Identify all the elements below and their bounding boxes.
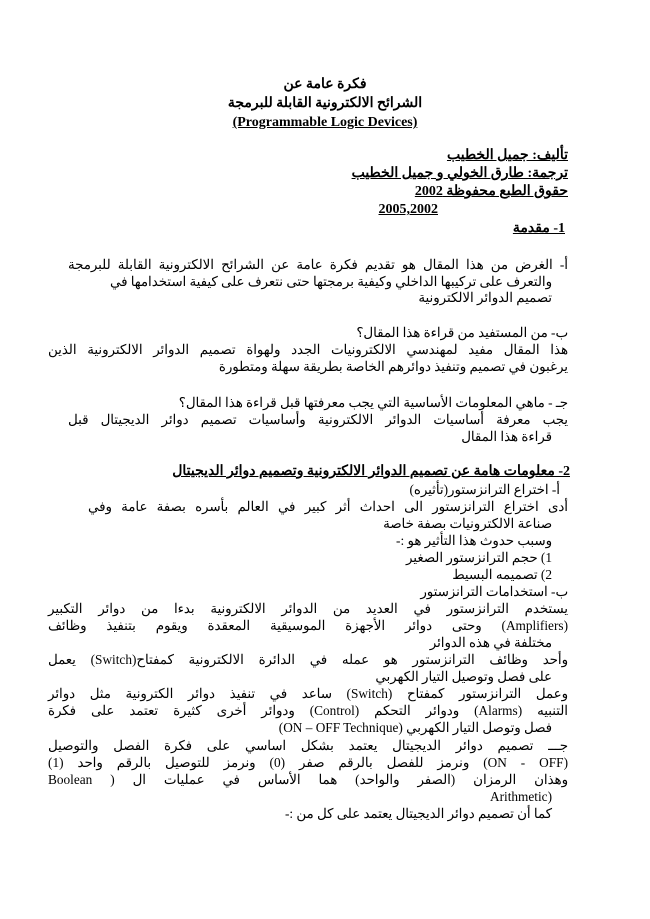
- section-2-c-line: كما أن تصميم دوائر الديجيتال يعتمد على كل من :-: [284, 806, 552, 821]
- section-2-c-line: (ON - OFF) ونرمز للفصل بالرقم صفر (0) ونرمز للتوصيل بالرقم واحد (1): [48, 755, 568, 770]
- author-line: تأليف: جميل الخطيب: [446, 148, 568, 163]
- section-2-b-line: على فصل وتوصيل التيار الكهربي: [375, 669, 552, 684]
- copyright-line: حقوق الطبع محفوظة 2002: [414, 184, 568, 199]
- section-1-c-line: يجب معرفة أساسيات الدوائر الالكترونية وأساسيات تصميم دوائر الديجيتال قبل: [68, 412, 568, 427]
- translation-line: ترجمة: طارق الخولي و جميل الخطيب: [351, 166, 568, 181]
- title-line-1: فكرة عامة عن: [283, 77, 367, 92]
- reason-item: 1) حجم الترانزستور الصغير: [405, 550, 552, 565]
- section-2-b-line: التنبيه (Alarms) ودوائر التحكم (Control) ودوائر أخرى كثيرة تعتمد على فكرة: [48, 703, 568, 718]
- section-2-c-line: وهذان الرمزان (الصفر والواحد) هما الأساس في عمليات ال ( Boolean: [48, 772, 568, 787]
- section-1-a-line: أ- الغرض من هذا المقال هو تقديم فكرة عامة عن الشرائح الالكترونية القابلة للبرمجة: [68, 257, 568, 272]
- section-1-a-line: تصميم الدوائر الالكترونية: [418, 290, 552, 305]
- section-1-b-line: يرغبون في تصميم وتنفيذ دوائرهم الخاصة بطريقة سهلة ومتطورة: [218, 359, 568, 374]
- section-1-b-question: ب- من المستفيد من قراءة هذا المقال؟: [356, 325, 568, 340]
- section-2-heading: 2- معلومات هامة عن تصميم الدوائر الالكترونية وتصميم دوائر الديجيتال: [172, 464, 570, 479]
- section-1-heading: 1- مقدمة: [512, 221, 565, 236]
- section-2-a-line: صناعة الالكترونيات بصفة خاصة: [383, 516, 552, 531]
- section-2-b-line: فصل وتوصل التيار الكهربي (ON – OFF Technique): [278, 720, 552, 735]
- section-2-b-line: مختلفة في هذه الدوائر: [429, 635, 552, 650]
- section-2-b-line: وعمل الترانزستور كمفتاح (Switch) ساعد في تنفيذ دوائر الكترونية مثل دوائر: [48, 686, 568, 701]
- title-line-2: الشرائح الالكترونية القابلة للبرمجة: [227, 96, 423, 111]
- section-1-c-question: جـ - ماهي المعلومات الأساسية التي يجب معرفتها قبل قراءة هذا المقال؟: [178, 395, 568, 410]
- reason-item: 2) تصميمه البسيط: [452, 567, 552, 582]
- section-2-b-line: يستخدم الترانزستور في العديد من الدوائر الالكترونية بدءا من دوائر التكبير: [48, 601, 568, 616]
- title-line-3: (Programmable Logic Devices): [232, 115, 418, 130]
- copyright-years: 2005,2002: [378, 202, 438, 217]
- section-1-c-line: قراءة هذا المقال: [461, 429, 552, 444]
- section-2-a-line: وسبب حدوث هذا التأثير هو :-: [396, 533, 552, 548]
- section-2-c-line: جـــ تصميم دوائر الديجيتال يعتمد بشكل اساسي على فكرة الفصل والتوصيل: [48, 738, 568, 753]
- section-1-b-line: هذا المقال مفيد لمهندسي الالكترونيات الجدد ولهواة تصميم الدوائر الالكترونية الذين: [48, 342, 568, 357]
- section-2-b-heading: ب- استخدامات الترانزستور: [420, 584, 568, 599]
- section-2-a-heading: أ- اختراع الترانزستور(تأثيره): [409, 482, 560, 497]
- section-1-a-line: والتعرف على تركيبها الداخلي وكيفية برمجتها حتى نتعرف على كيفية استخدامها في: [109, 274, 552, 289]
- section-2-a-line: أدى اختراع الترانزستور الى احداث أثر كبير في العالم بأسره بصفة عامة وفي: [88, 499, 568, 514]
- section-2-b-line: وأحد وظائف الترانزستور هو عمله في الدائرة الالكترونية كمفتاح(Switch) يعمل: [48, 652, 569, 667]
- section-2-c-line: Arithmetic): [489, 789, 552, 804]
- section-2-b-line: (Amplifiers) وحتى دوائر الأجهزة الموسيقية المعقدة ويقوم بتنفيذ وظائف: [48, 618, 568, 633]
